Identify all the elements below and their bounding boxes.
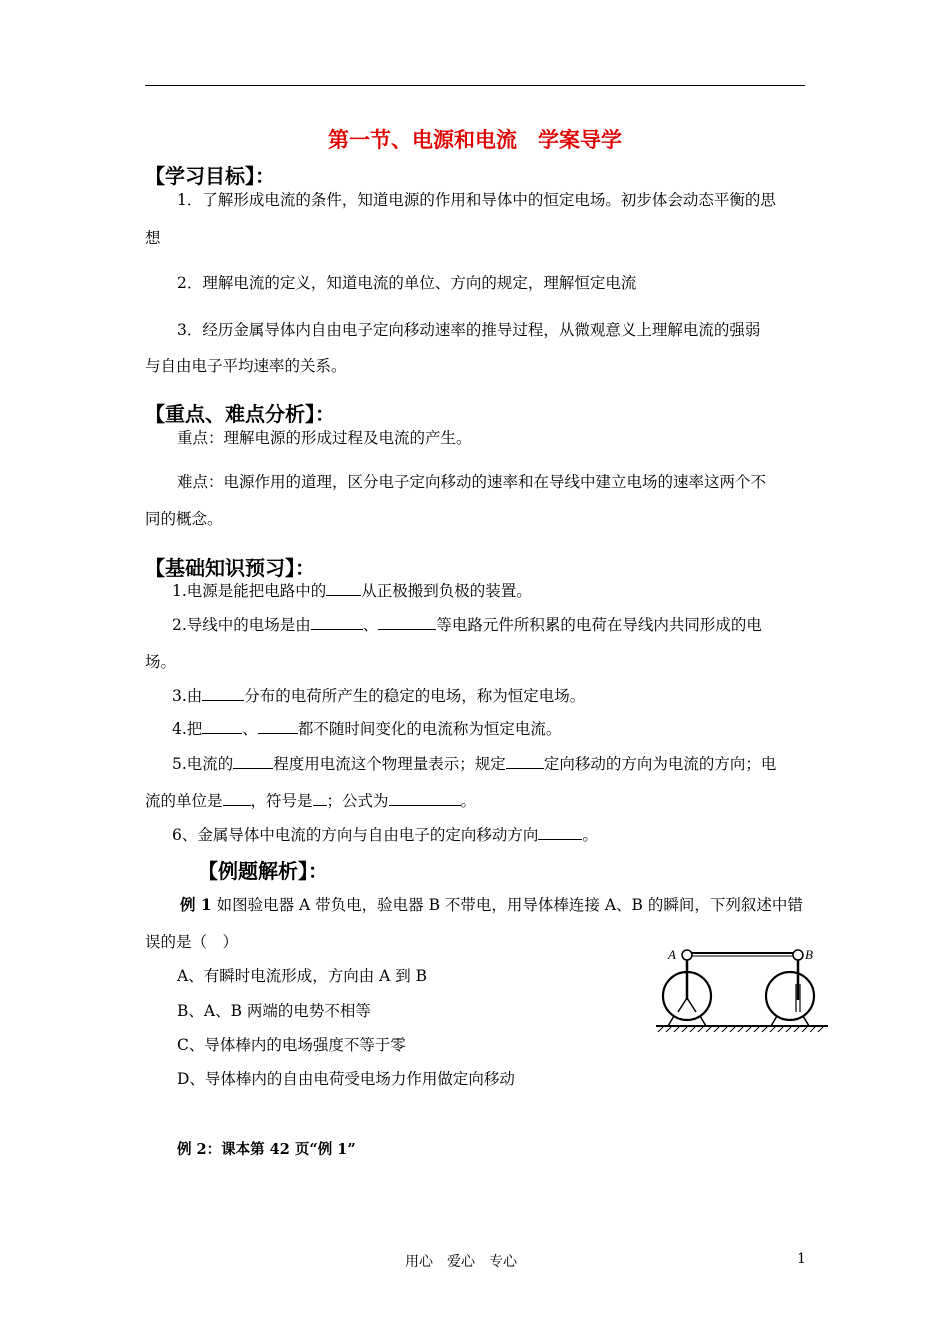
answer-blank[interactable] xyxy=(313,790,327,806)
difficulty-line: 难点：电源作用的道理，区分电子定向移动的速率和在导线中建立电场的速率这两个不 xyxy=(177,473,767,491)
answer-blank[interactable] xyxy=(389,790,461,806)
goal-item-3-cont: 与自由电子平均速率的关系。 xyxy=(145,357,347,375)
header-rule xyxy=(145,85,805,86)
electroscope-figure xyxy=(650,940,835,1040)
key-point-line: 重点：理解电源的形成过程及电流的产生。 xyxy=(177,429,472,447)
goal-item-1-cont: 想 xyxy=(145,229,161,247)
example-2: 例 2：课本第 42 页“例 1” xyxy=(177,1141,356,1158)
answer-blank[interactable] xyxy=(202,685,244,701)
answer-blank[interactable] xyxy=(311,614,363,630)
preview-q5: 5.电流的 程度用电流这个物理量表示；规定 定向移动的方向为电流的方向；电 xyxy=(172,755,777,773)
example-1-line-cont: 误的是（ ） xyxy=(145,933,239,951)
examples-heading: 【例题解析】： xyxy=(198,859,328,883)
figure-label-b: B xyxy=(805,947,813,962)
preview-q2: 2.导线中的电场是由 、 等电路元件所积累的电荷在导线内共同形成的电 xyxy=(172,616,762,634)
answer-blank[interactable] xyxy=(506,753,544,769)
page-title: 第一节、电源和电流 学案导学 xyxy=(328,127,622,152)
answer-blank[interactable] xyxy=(223,790,251,806)
goal-item-1: 1．了解形成电流的条件，知道电源的作用和导体中的恒定电场。初步体会动态平衡的思 xyxy=(177,191,776,209)
answer-blank[interactable] xyxy=(326,580,361,596)
answer-blank[interactable] xyxy=(233,753,273,769)
page-number: 1 xyxy=(797,1251,806,1267)
figure-label-a: A xyxy=(668,947,676,962)
option-c: C、导体棒内的电场强度不等于零 xyxy=(177,1036,406,1054)
option-a: A、有瞬时电流形成，方向由 A 到 B xyxy=(177,967,428,985)
key-points-heading: 【重点、难点分析】： xyxy=(145,402,335,426)
answer-blank[interactable] xyxy=(258,718,298,734)
preview-q5-cont: 流的单位是 ，符号是 ；公式为 。 xyxy=(145,792,477,810)
preview-q1: 1.电源是能把电路中的 从正极搬到负极的装置。 xyxy=(172,582,532,600)
footer-motto: 用心 爱心 专心 xyxy=(405,1254,517,1270)
goals-heading: 【学习目标】： xyxy=(145,164,275,188)
preview-heading: 【基础知识预习】： xyxy=(145,556,315,580)
preview-q2-cont: 场。 xyxy=(145,653,177,671)
answer-blank[interactable] xyxy=(538,824,582,840)
preview-q4: 4.把 、 都不随时间变化的电流称为恒定电流。 xyxy=(172,720,562,738)
option-d: D、导体棒内的自由电荷受电场力作用做定向移动 xyxy=(177,1070,515,1088)
example-1-label: 例 1 xyxy=(180,895,212,914)
answer-blank[interactable] xyxy=(202,718,242,734)
preview-q6: 6、金属导体中电流的方向与自由电子的定向移动方向 。 xyxy=(172,826,598,844)
preview-q3: 3.由 分布的电荷所产生的稳定的电场，称为恒定电场。 xyxy=(172,687,586,705)
answer-blank[interactable] xyxy=(378,614,436,630)
option-b: B、A、B 两端的电势不相等 xyxy=(177,1002,371,1020)
goal-item-3: 3．经历金属导体内自由电子定向移动速率的推导过程，从微观意义上理解电流的强弱 xyxy=(177,321,761,339)
example-1-line: 例 1 如图验电器 A 带负电，验电器 B 不带电，用导体棒连接 A、B 的瞬间，下列叙述中错 xyxy=(180,895,803,914)
goal-item-2: 2．理解电流的定义，知道电流的单位、方向的规定，理解恒定电流 xyxy=(177,274,637,292)
difficulty-line-cont: 同的概念。 xyxy=(145,510,223,528)
